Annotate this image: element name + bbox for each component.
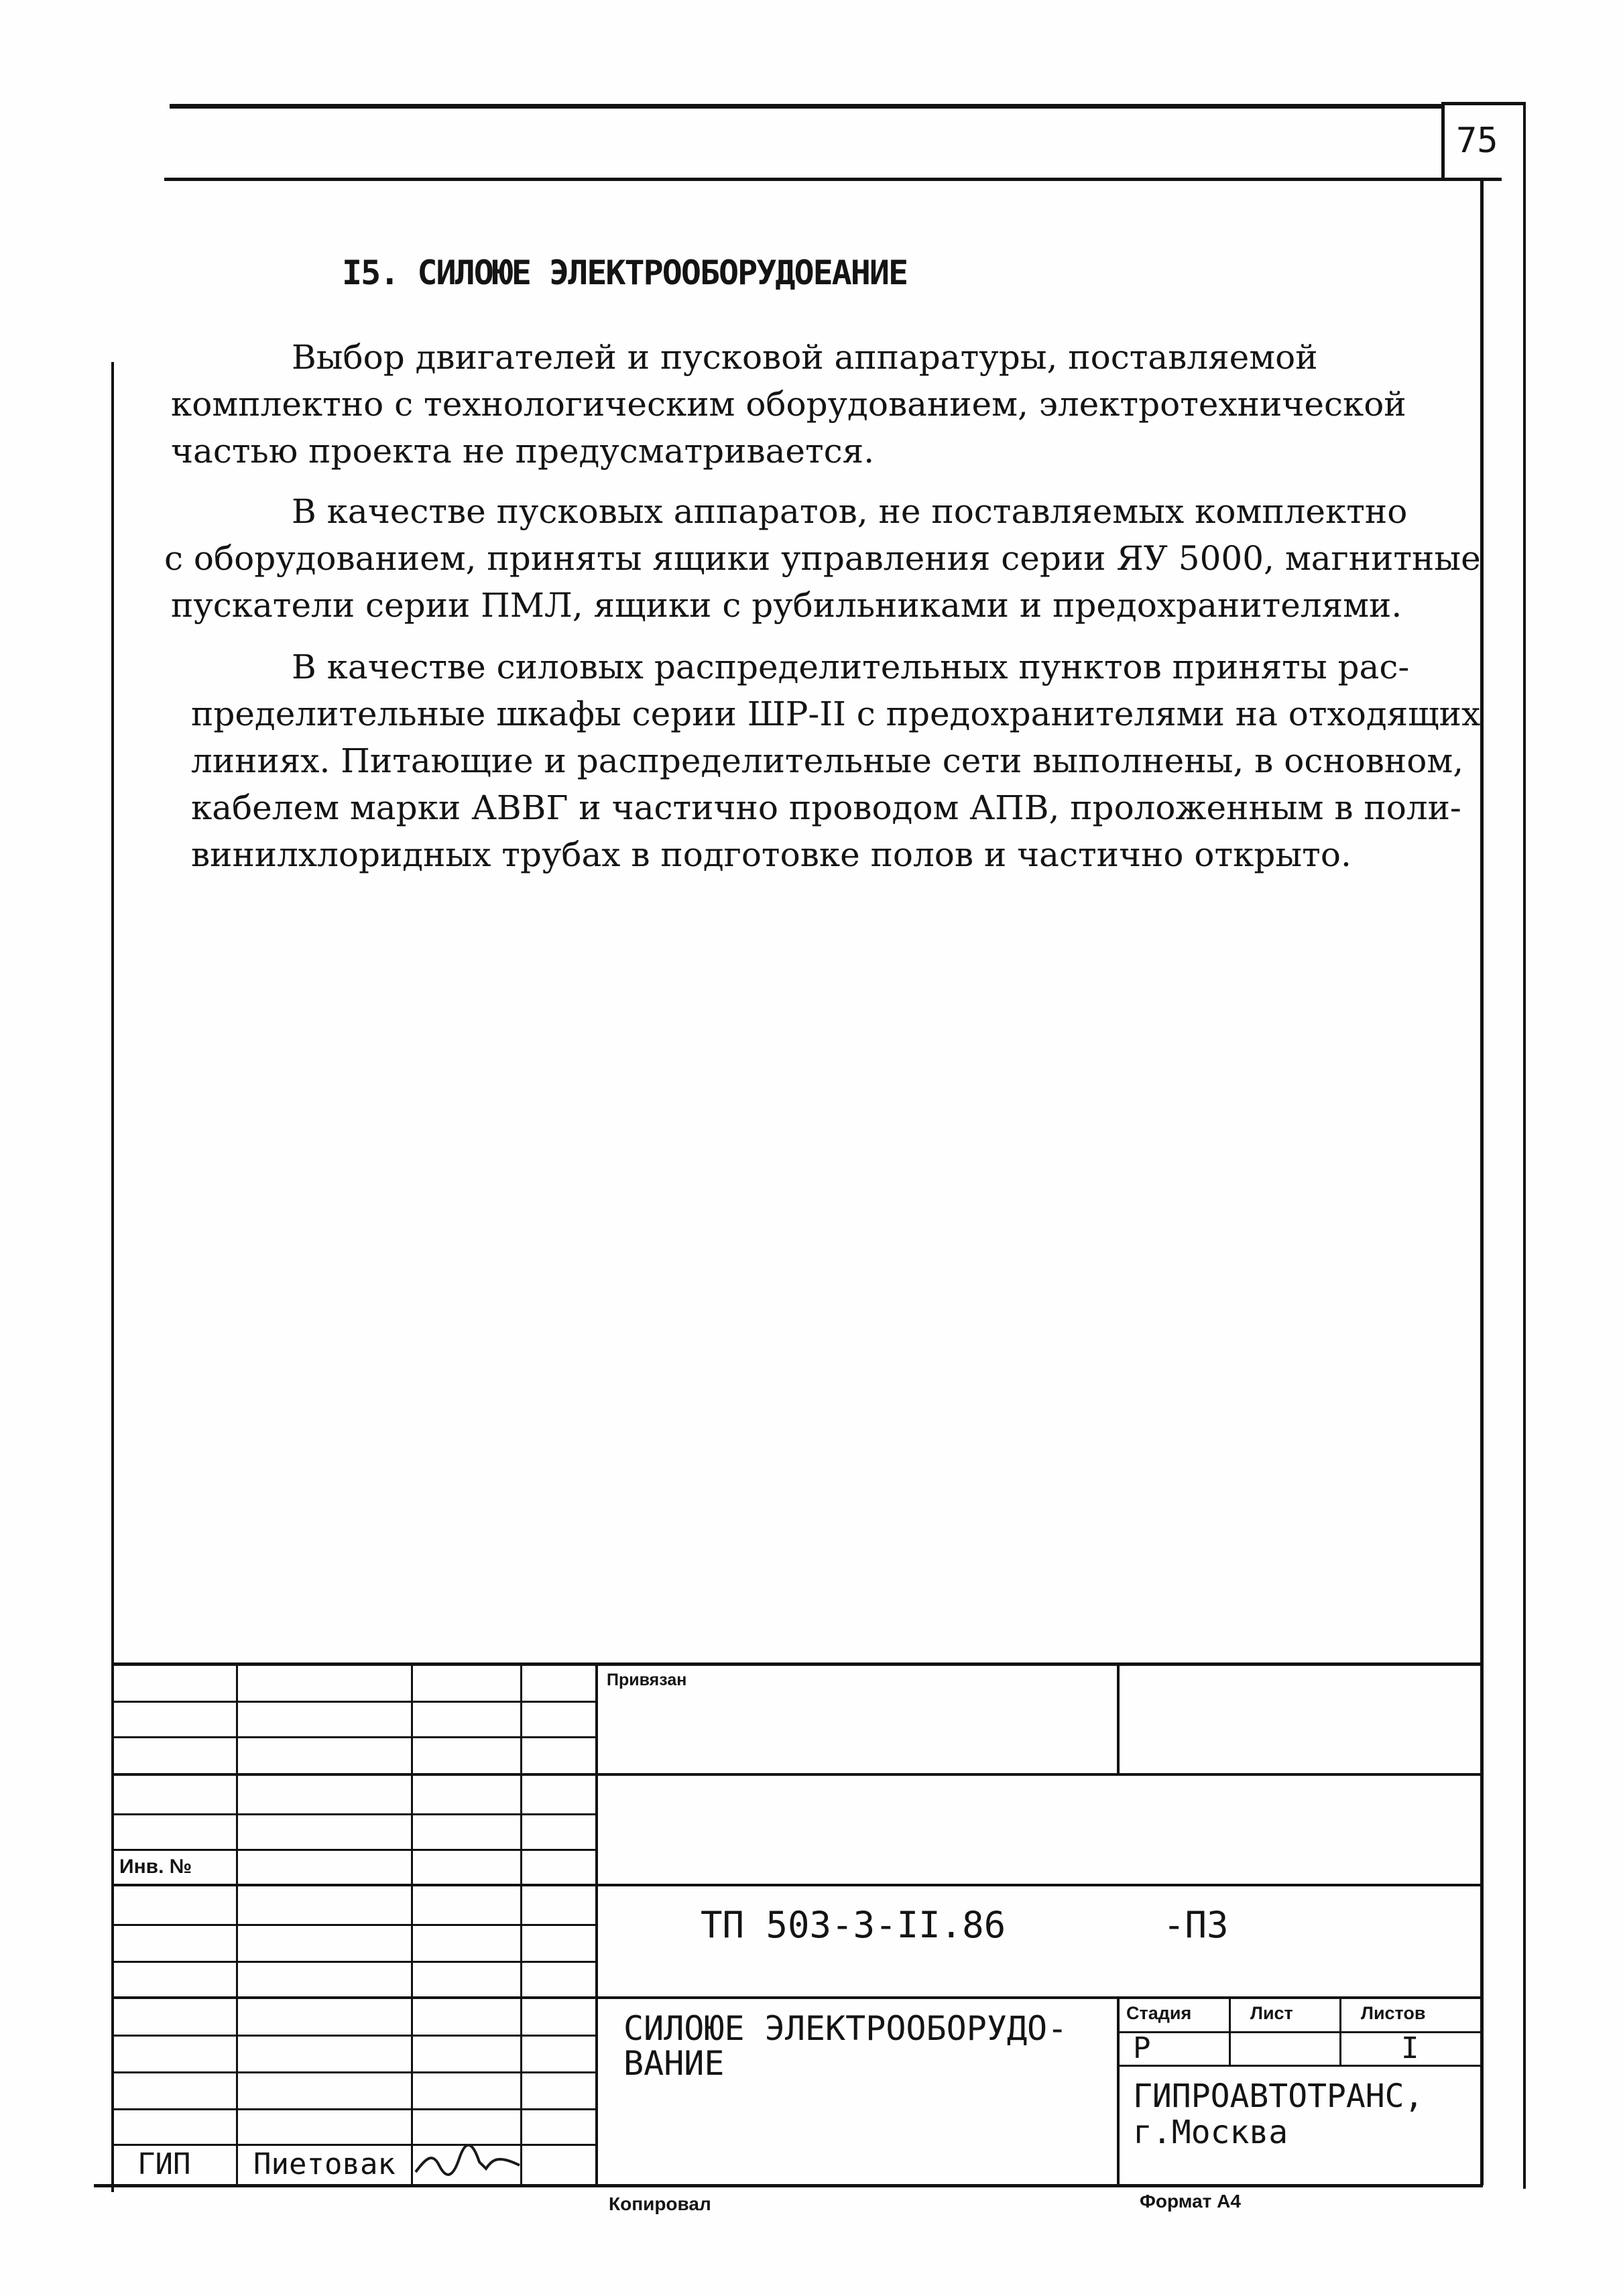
body-paragraph-1 xyxy=(171,334,1406,475)
section-heading: I5. СИЛОЮЕ ЭЛЕКТРООБОРУДОЕАНИЕ xyxy=(342,253,908,292)
privyazan-divider xyxy=(1117,1663,1120,1775)
sheet-title-line: ВАНИЕ xyxy=(623,2044,725,2083)
page-number: 75 xyxy=(1456,121,1498,161)
stamp-vline-main xyxy=(595,1663,598,2185)
body-paragraph-2 xyxy=(164,488,1481,629)
frame-top-inner-line xyxy=(164,178,1502,181)
paragraph-line: В качестве пусковых аппаратов, не поставляемых комплектно xyxy=(292,492,1408,531)
sheet-title xyxy=(623,2011,1067,2081)
stamp-line xyxy=(114,1961,597,1963)
gip-label: ГИП xyxy=(137,2147,191,2181)
document-designation: ТП 503-3-II.86 xyxy=(701,1904,1006,1946)
page-number-box-left xyxy=(1441,104,1445,181)
stamp-line xyxy=(114,2035,597,2037)
stamp-vline xyxy=(411,1663,413,2185)
paragraph-line: Выбор двигателей и пусковой аппаратуры, поставляемой xyxy=(292,338,1318,377)
stamp-line-top xyxy=(114,1663,1483,1666)
stamp-line xyxy=(114,2071,597,2073)
handwritten-signature xyxy=(412,2138,523,2182)
sheets-label: Листов xyxy=(1361,2003,1426,2023)
gip-name: Пиетовак xyxy=(253,2147,396,2181)
sheet-label: Лист xyxy=(1250,2003,1293,2023)
body-paragraph-3 xyxy=(191,644,1480,878)
stamp-line xyxy=(114,1813,597,1815)
stamp-line xyxy=(114,1701,597,1703)
stage-row-line-2 xyxy=(1117,2065,1483,2067)
stamp-line xyxy=(114,2108,597,2110)
frame-top-line xyxy=(170,104,1443,109)
organization-city: г.Москва xyxy=(1133,2114,1288,2151)
sheets-value: I xyxy=(1401,2031,1419,2065)
paragraph-line: В качестве силовых распределительных пунктов приняты рас- xyxy=(292,648,1410,686)
stamp-line xyxy=(114,1849,597,1851)
paragraph-line: комплектно с технологическим оборудованием, электротехнической xyxy=(171,385,1406,424)
stamp-vline xyxy=(236,1663,238,2185)
inv-number-label: Инв. № xyxy=(119,1856,192,1878)
stamp-line xyxy=(114,1924,597,1926)
paragraph-line: линиях. Питающие и распределительные сети выполнены, в основном, xyxy=(191,741,1464,780)
privyazan-label: Привязан xyxy=(607,1671,687,1689)
stamp-line xyxy=(114,1884,1483,1886)
paragraph-line: частью проекта не предусматривается. xyxy=(171,432,875,471)
copied-label: Копировал xyxy=(609,2193,711,2214)
title-org-divider xyxy=(1117,1996,1120,2185)
paragraph-line: с оборудованием, приняты ящики управления серии ЯУ 5000, магнитные xyxy=(164,539,1481,578)
frame-left-line xyxy=(111,362,114,2192)
stage-row-line xyxy=(1117,2031,1483,2033)
stamp-line xyxy=(114,2144,597,2146)
organization-name: ГИПРОАВТОТРАНС, xyxy=(1133,2077,1424,2115)
paragraph-line: кабелем марки АВВГ и частично проводом АПВ, проложенным в поли- xyxy=(191,788,1461,827)
stamp-line-bottom xyxy=(94,2184,1483,2187)
stamp-line xyxy=(114,1996,1483,1999)
stamp-vline xyxy=(520,1663,522,2185)
stamp-line xyxy=(114,1736,597,1738)
paragraph-line: пускатели серии ПМЛ, ящики с рубильниками и предохранителями. xyxy=(171,586,1402,625)
frame-right-outer-line xyxy=(1523,104,1526,2189)
format-label: Формат А4 xyxy=(1140,2191,1241,2212)
page-number-box-top xyxy=(1441,102,1526,105)
stage-value: Р xyxy=(1133,2031,1151,2065)
paragraph-line: винилхлоридных трубах в подготовке полов и частично открыто. xyxy=(191,835,1351,874)
stage-label: Стадия xyxy=(1126,2003,1192,2023)
stamp-line xyxy=(114,1773,1483,1776)
paragraph-line: пределительные шкафы серии ШР-II с предохранителями на отходящих xyxy=(191,694,1481,733)
stage-col-line xyxy=(1229,1996,1231,2066)
organization xyxy=(1133,2078,1423,2151)
stage-col-line-2 xyxy=(1339,1996,1341,2066)
document-designation-suffix: -ПЗ xyxy=(1163,1904,1229,1946)
sheet-title-line: СИЛОЮЕ ЭЛЕКТРООБОРУДО- xyxy=(623,2009,1068,2048)
